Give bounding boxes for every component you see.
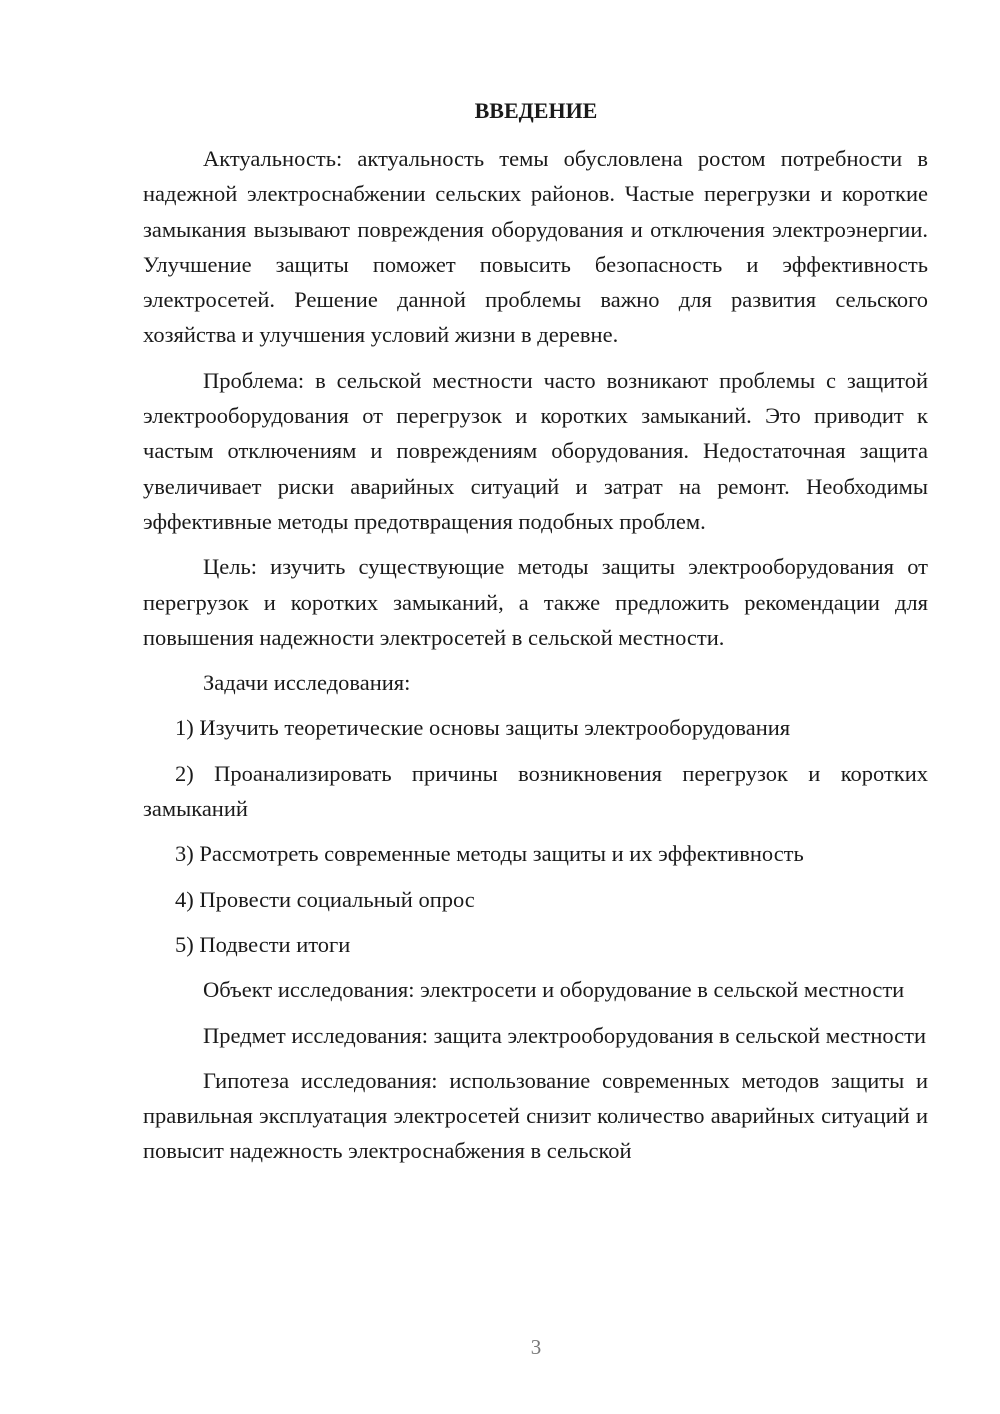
tasks-list — [143, 710, 928, 962]
document-body — [143, 141, 928, 1169]
tasks-heading: Задачи исследования: — [203, 670, 411, 696]
list-item: 5) Подвести итоги — [175, 931, 351, 957]
list-item: 1) Изучить теоретические основы защиты электрооборудования — [175, 715, 791, 741]
list-item: 2) Проанализировать причины возникновения перегрузок и коротких замыканий — [143, 760, 928, 822]
page-title: ВВЕДЕНИЕ — [474, 98, 598, 123]
list-item: 4) Провести социальный опрос — [175, 886, 475, 912]
goal-paragraph: Цель: изучить существующие методы защиты электрооборудования от перегрузок и коротких замыканий, а также предложить рекомендации для повышения надежности электросетей в сельской местности. — [143, 554, 928, 650]
subject-paragraph: Предмет исследования: защита электрооборудования в сельской местности — [203, 1022, 927, 1048]
object-paragraph: Объект исследования: электросети и оборудование в сельской местности — [203, 977, 905, 1003]
list-item: 3) Рассмотреть современные методы защиты и их эффективность — [175, 841, 804, 867]
problem-paragraph: Проблема: в сельской местности часто возникают проблемы с защитой электрооборудования от перегрузок и коротких замыканий. Это приводит к частым отключениям и повреждениям оборудования. Недостаточная защита увеличивает риски аварийных ситуаций и затрат на ремонт. Необходимы эффективные методы предотвращения подобных проблем. — [143, 367, 928, 534]
relevance-paragraph: Актуальность: актуальность темы обусловлена ростом потребности в надежной электроснабжении сельских районов. Частые перегрузки и короткие замыкания вызывают повреждения оборудования и отключения электроэнергии. Улучшение защиты поможет повысить безопасность и эффективность электросетей. Решение данной проблемы важно для развития сельского хозяйства и улучшения условий жизни в деревне. — [143, 146, 928, 348]
page-number: 3 — [530, 1335, 542, 1359]
hypothesis-paragraph: Гипотеза исследования: использование современных методов защиты и правильная эксплуатация электросетей снизит количество аварийных ситуаций и повысит надежность электроснабжения в сельской — [143, 1067, 928, 1164]
